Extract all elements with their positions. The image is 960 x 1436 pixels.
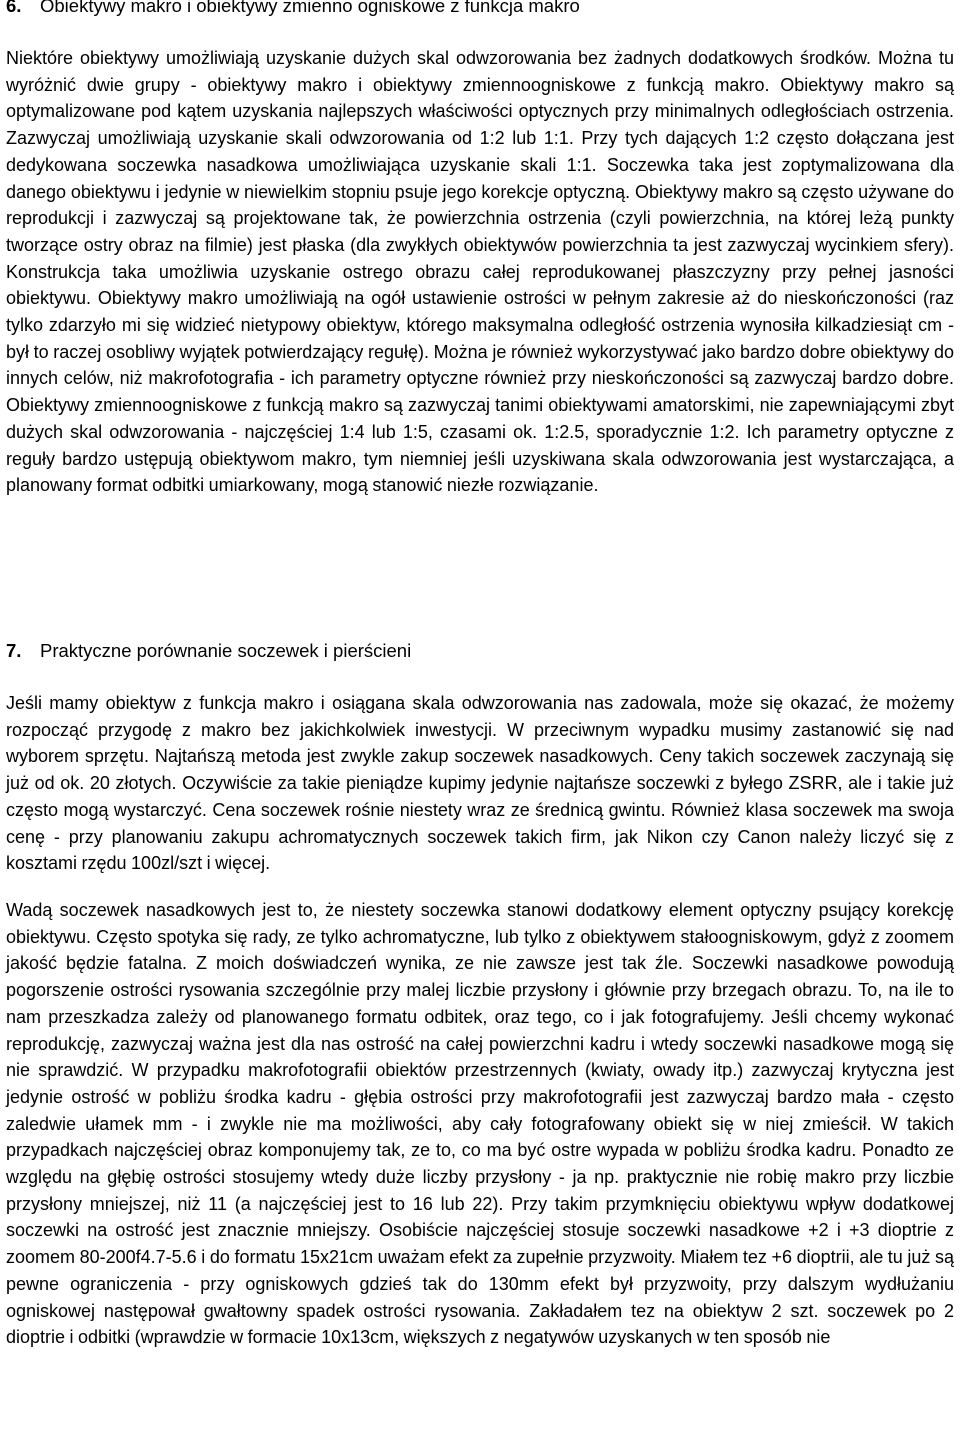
section-number: 7. bbox=[6, 640, 22, 661]
section-heading bbox=[6, 640, 946, 662]
paragraph: Jeśli mamy obiektyw z funkcja makro i osiągana skala odwzorowania nas zadowala, może się okazać, że możemy rozpocząć przygodę z makro bez jakichkolwiek inwestycji. W przeciwnym wypadku musimy zastanowić się nad wyborem sprzętu. Najtańszą metoda jest zwykle zakup soczewek nasadkowych. Ceny takich soczewek zaczynają się już od ok. 20 złotych. Oczywiście za takie pieniądze kupimy jedynie najtańsze soczewki z byłego ZSRR, ale i takie już często mogą wystarczyć. Cena soczewek rośnie niestety wraz ze średnicą gwintu. Również klasa soczewek ma swoja cenę - przy planowaniu zakupu achromatycznych soczewek takich firm, jak Nikon czy Canon należy liczyć się z kosztami rzędu 100zl/szt i więcej. bbox=[6, 693, 954, 874]
section-heading bbox=[6, 0, 946, 17]
paragraph: Wadą soczewek nasadkowych jest to, że niestety soczewka stanowi dodatkowy element optyczny psujący korekcję obiektywu. Często spotyka się rady, ze tylko achromatyczne, lub tylko z obiektywem stałoogniskowym, gdyż z zoomem jakość będzie fatalna. Z moich doświadczeń wynika, ze nie zawsze jest tak źle. Soczewki nasadkowe powodują pogorszenie ostrości rysowania szczególnie przy malej liczbie przysłony i głównie przy brzegach obrazu. To, na ile to nam przeszkadza zależy od planowanego formatu odbitek, oraz tego, co i jak fotografujemy. Jeśli chcemy wykonać reprodukcję, zazwyczaj ważna jest dla nas ostrość na całej powierzchni kadru i wtedy soczewki nasadkowe mogą się nie sprawdzić. W przypadku makrofotografii obiektów przestrzennych (kwiaty, owady itp.) zazwyczaj krytyczna jest jedynie ostrość w pobliżu środka kadru - głębia ostrości przy makrofotografii jest zazwyczaj bardzo mała - często zaledwie ułamek mm - i zwykle nie ma możliwości, aby cały fotografowany obiekt się w niej zmieścił. W takich przypadkach najczęściej obraz komponujemy tak, ze to, co ma być ostre wypada w pobliżu środka kadru. Ponadto ze względu na głębię ostrości stosujemy wtedy duże liczby przysłony - ja np. praktycznie nie robię makro przy liczbie przysłony mniejszej, niż 11 (a najczęściej jest to 16 lub 22). Przy takim przymknięciu obiektywu wpływ dodatkowej soczewki na ostrość jest znacznie mniejszy. Osobiście najczęściej stosuje soczewki nasadkowe +2 i +3 dioptrie z zoomem 80-200f4.7-5.6 i do formatu 15x21cm uważam efekt za zupełnie przyzwoity. Miałem tez +6 dioptrii, ale tu już są pewne ograniczenia - przy ogniskowych gdzieś tak do 130mm efekt był przyzwoity, przy dalszym wydłużaniu ogniskowej następował gwałtowny spadek ostrości rysowania. Zakładałem tez na obiektyw 2 szt. soczewek po 2 dioptrie i odbitki (wprawdzie w formacie 10x13cm, większych z negatywów uzyskanych w ten sposób nie bbox=[6, 900, 954, 1348]
section-title: Praktyczne porównanie soczewek i pierścieni bbox=[40, 640, 412, 661]
section-number: 6. bbox=[6, 0, 22, 16]
paragraph: Niektóre obiektywy umożliwiają uzyskanie dużych skal odwzorowania bez żadnych dodatkowych środków. Można tu wyróżnić dwie grupy - obiektywy makro i obiektywy zmiennoogniskowe z funkcją makro. Obiektywy makro są optymalizowane pod kątem uzyskania najlepszych właściwości optycznych przy minimalnych odległościach ostrzenia. Zazwyczaj umożliwiają uzyskanie skali odwzorowania od 1:2 lub 1:1. Przy tych dających 1:2 często dołączana jest dedykowana soczewka nasadkowa umożliwiająca uzyskanie skali 1:1. Soczewka taka jest zoptymalizowana dla danego obiektywu i jedynie w niewielkim stopniu psuje jego korekcje optyczną. Obiektywy makro są często używane do reprodukcji i zazwyczaj są projektowane tak, że powierzchnia ostrzenia (czyli powierzchnia, na której leżą punkty tworzące ostry obraz na filmie) jest płaska (dla zwykłych obiektywów powierzchnia ta jest zazwyczaj wycinkiem sfery). Konstrukcja taka umożliwia uzyskanie ostrego obrazu całej reprodukowanej płaszczyzny przy pełnej jasności obiektywu. Obiektywy makro umożliwiają na ogół ustawienie ostrości w pełnym zakresie aż do nieskończoności (raz tylko zdarzyło mi się widzieć nietypowy obiektyw, którego maksymalna odległość ostrzenia wynosiła kilkadziesiąt cm - był to raczej osobliwy wyjątek potwierdzający regułę). Można je również wykorzystywać jako bardzo dobre obiektywy do innych celów, niż makrofotografia - ich parametry optyczne również przy nieskończoności są zazwyczaj bardzo dobre. Obiektywy zmiennoogniskowe z funkcją makro są zazwyczaj tanimi obiektywami amatorskimi, nie zapewniającymi zbyt dużych skal odwzorowania - najczęściej 1:4 lub 1:5, czasami ok. 1:2.5, sporadycznie 1:2. Ich parametry optyczne z reguły bardzo ustępują obiektywom makro, tym niemniej jeśli uzyskiwana skala odwzorowania jest wystarczająca, a planowany format odbitki umiarkowany, mogą stanowić niezłe rozwiązanie. bbox=[6, 48, 954, 496]
section-title: Obiektywy makro i obiektywy zmienno ogniskowe z funkcja makro bbox=[40, 0, 580, 16]
